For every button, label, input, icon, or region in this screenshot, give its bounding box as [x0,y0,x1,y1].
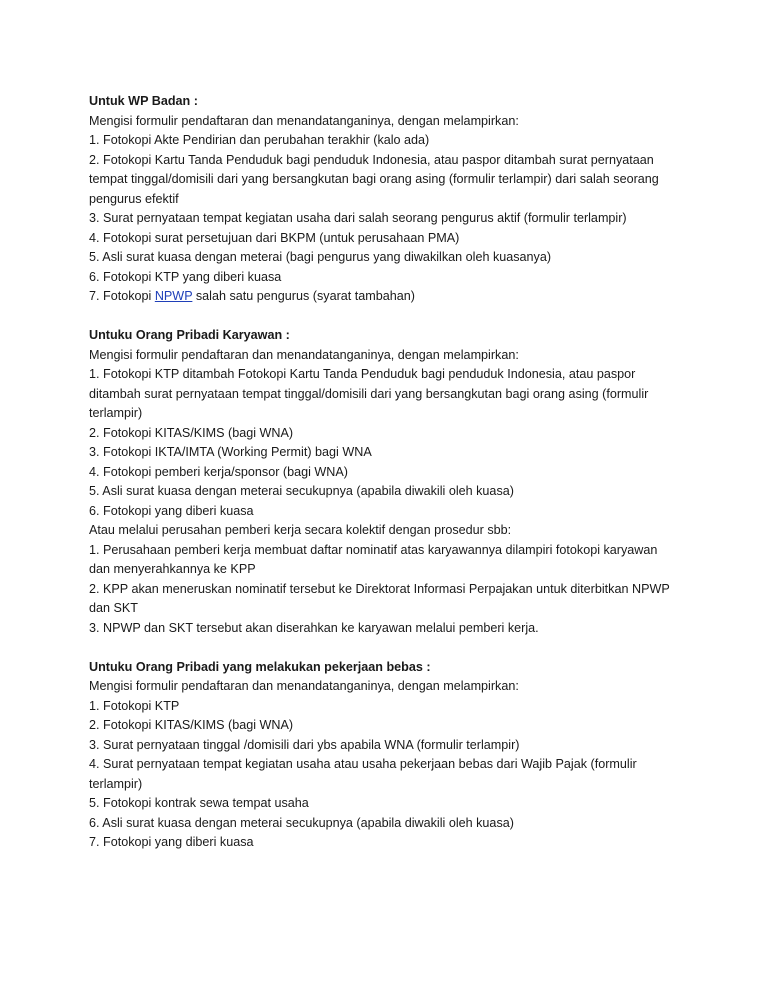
list-item-with-link [89,287,689,307]
list-item: 1. Fotokopi Akte Pendirian dan perubahan terakhir (kalo ada) [89,133,430,147]
list-item: 7. Fotokopi yang diberi kuasa [89,835,254,849]
list-item-continuation: ditambah surat pernyataan tempat tinggal/domisili dari yang bersangkutan bagi orang asing (formulir [89,386,649,401]
list-item: 4. Fotokopi pemberi kerja/sponsor (bagi WNA) [89,464,348,479]
list-item: 6. Asli surat kuasa dengan meterai secukupnya (apabila diwakili oleh kuasa) [89,815,514,830]
document-body [89,92,689,853]
list-item-continuation: pengurus efektif [89,191,179,206]
body-line: Atau melalui perusahan pemberi kerja secara kolektif dengan prosedur sbb: [89,523,512,537]
body-line: Mengisi formulir pendaftaran dan menandatanganinya, dengan melampirkan: [89,113,519,128]
list-item-continuation: dan menyerahkannya ke KPP [89,562,256,576]
section-spacer [89,638,689,658]
list-item: 1. Perusahaan pemberi kerja membuat daftar nominatif atas karyawannya dilampiri fotokopi karyawan [89,542,658,557]
npwp-link[interactable]: NPWP [154,289,193,303]
list-item-continuation: dan SKT [89,601,139,615]
list-item: 5. Asli surat kuasa dengan meterai (bagi pengurus yang diwakilkan oleh kuasanya) [89,250,552,264]
list-item-continuation: terlampir) [89,776,143,791]
list-item: 6. Fotokopi KTP yang diberi kuasa [89,269,282,284]
list-item: 1. Fotokopi KTP [89,698,180,713]
list-item: 2. Fotokopi Kartu Tanda Penduduk bagi penduduk Indonesia, atau paspor ditambah surat pernyataan [89,152,654,167]
list-item: 2. Fotokopi KITAS/KIMS (bagi WNA) [89,425,294,440]
body-line: Mengisi formulir pendaftaran dan menandatanganinya, dengan melampirkan: [89,347,519,362]
body-line: Mengisi formulir pendaftaran dan menandatanganinya, dengan melampirkan: [89,679,519,693]
list-item: 3. Fotokopi IKTA/IMTA (Working Permit) bagi WNA [89,445,372,459]
list-item-suffix: salah satu pengurus (syarat tambahan) [192,289,415,303]
section-title-pekerjaan-bebas: Untuku Orang Pribadi yang melakukan pekerjaan bebas : [89,659,431,674]
list-item: 6. Fotokopi yang diberi kuasa [89,503,254,518]
list-item: 4. Surat pernyataan tempat kegiatan usaha atau usaha pekerjaan bebas dari Wajib Pajak (formulir [89,757,637,771]
list-item: 2. KPP akan meneruskan nominatif tersebut ke Direktorat Informasi Perpajakan untuk diterbitkan NPWP [89,581,670,596]
section-title-wp-badan: Untuk WP Badan : [89,94,198,108]
list-item: 3. NPWP dan SKT tersebut akan diserahkan ke karyawan melalui pemberi kerja. [89,620,539,635]
list-item: 3. Surat pernyataan tinggal /domisili dari ybs apabila WNA (formulir terlampir) [89,737,520,752]
list-item: 1. Fotokopi KTP ditambah Fotokopi Kartu Tanda Penduduk bagi penduduk Indonesia, atau paspor [89,367,636,381]
list-item: 5. Asli surat kuasa dengan meterai secukupnya (apabila diwakili oleh kuasa) [89,484,514,498]
list-item: 2. Fotokopi KITAS/KIMS (bagi WNA) [89,718,294,732]
list-item-continuation: terlampir) [89,406,143,420]
list-item-prefix: 7. Fotokopi [89,289,155,303]
list-item: 4. Fotokopi surat persetujuan dari BKPM (untuk perusahaan PMA) [89,230,460,245]
section-title-karyawan: Untuku Orang Pribadi Karyawan : [89,328,290,342]
list-item: 3. Surat pernyataan tempat kegiatan usaha dari salah seorang pengurus aktif (formulir terlampir) [89,211,627,225]
section-spacer [89,307,689,327]
list-item-continuation: tempat tinggal/domisili dari yang bersangkutan bagi orang asing (formulir terlampir) dari salah seorang [89,172,659,186]
list-item: 5. Fotokopi kontrak sewa tempat usaha [89,796,309,810]
